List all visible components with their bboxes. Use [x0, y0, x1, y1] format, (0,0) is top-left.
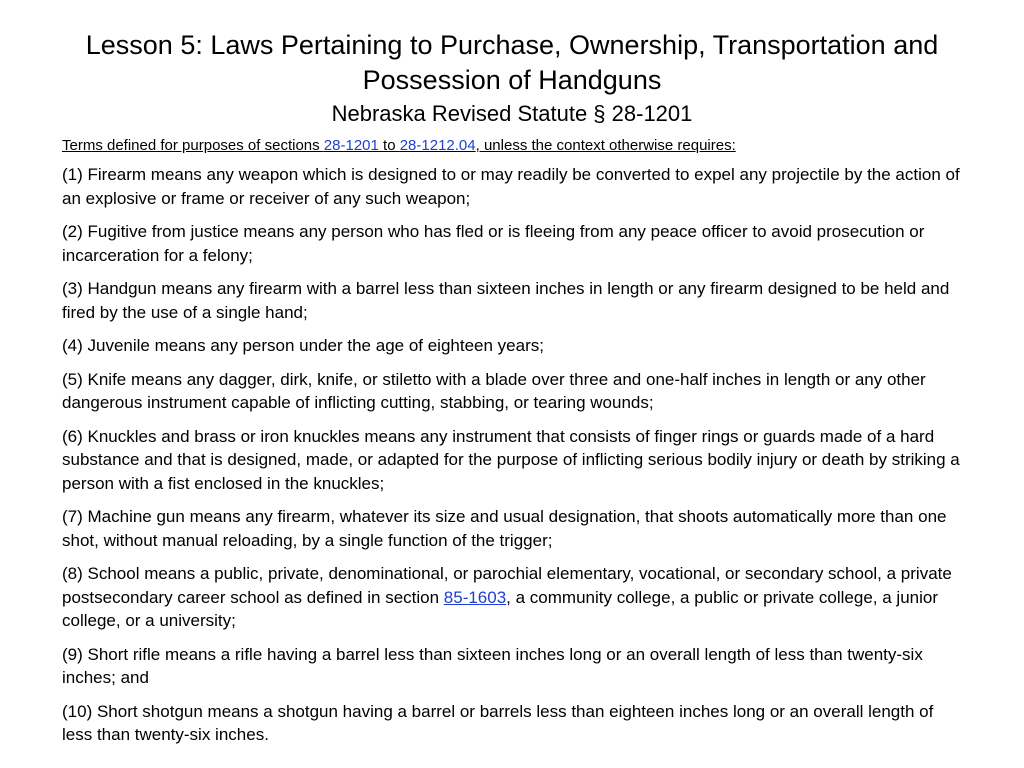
- item8-text-after: , a community college, a public or private college, a junior college, or a university;: [62, 587, 939, 630]
- definition-item-5: (5) Knife means any dagger, dirk, knife, or stiletto with a blade over three and one-half inches in length or any other dangerous instrument capable of inflicting cutting, stabbing, or tearing wounds;: [62, 369, 926, 412]
- definition-item-9: (9) Short rifle means a rifle having a barrel less than sixteen inches long or an overall length of less than twenty-six inches; and: [62, 644, 923, 687]
- definition-item-7: (7) Machine gun means any firearm, whatever its size and usual designation, that shoots automatically more than one shot, without manual reloading, by a single function of the trigger;: [62, 507, 947, 550]
- definition-item-8: [62, 562, 967, 633]
- intro-text-after: , unless the context otherwise requires:: [475, 137, 736, 154]
- definition-item-3: (3) Handgun means any firearm with a barrel less than sixteen inches in length or any firearm designed to be held and fired by the use of a single hand;: [62, 279, 950, 322]
- statute-link-28-1212-04[interactable]: 28-1212.04: [399, 137, 476, 154]
- intro-text-middle: to: [378, 137, 400, 154]
- definition-item-1: (1) Firearm means any weapon which is designed to or may readily be converted to expel any projectile by the action of an explosive or frame or receiver of any such weapon;: [62, 165, 960, 208]
- item8-text-before: (8) School means a public, private, denominational, or parochial elementary, vocational, or secondary school, a private postsecondary career school as defined in section: [62, 564, 952, 607]
- statute-link-28-1201[interactable]: 28-1201: [323, 137, 379, 154]
- definition-item-2: (2) Fugitive from justice means any person who has fled or is fleeing from any peace officer to avoid prosecution or incarceration for a felony;: [62, 222, 925, 265]
- slide-subtitle: Nebraska Revised Statute § 28-1201: [331, 101, 693, 126]
- intro-line: [62, 136, 967, 156]
- definition-item-6: (6) Knuckles and brass or iron knuckles means any instrument that consists of finger rings or guards made of a hard substance and that is designed, made, or adapted for the purpose of inflicting serious bodily injury or death by striking a person with a fist enclosed in the knuckles;: [62, 426, 960, 493]
- statute-link-85-1603[interactable]: 85-1603: [443, 587, 507, 607]
- definition-item-10: (10) Short shotgun means a shotgun having a barrel or barrels less than eighteen inches long or an overall length of less than twenty-six inches.: [62, 701, 934, 744]
- slide-body: [62, 136, 967, 757]
- definition-item-4: (4) Juvenile means any person under the age of eighteen years;: [62, 336, 544, 355]
- title-block: [40, 28, 984, 129]
- slide-title: Lesson 5: Laws Pertaining to Purchase, Ownership, Transportation and Possession of Handguns: [85, 30, 939, 95]
- intro-text-before: Terms defined for purposes of sections: [62, 137, 324, 154]
